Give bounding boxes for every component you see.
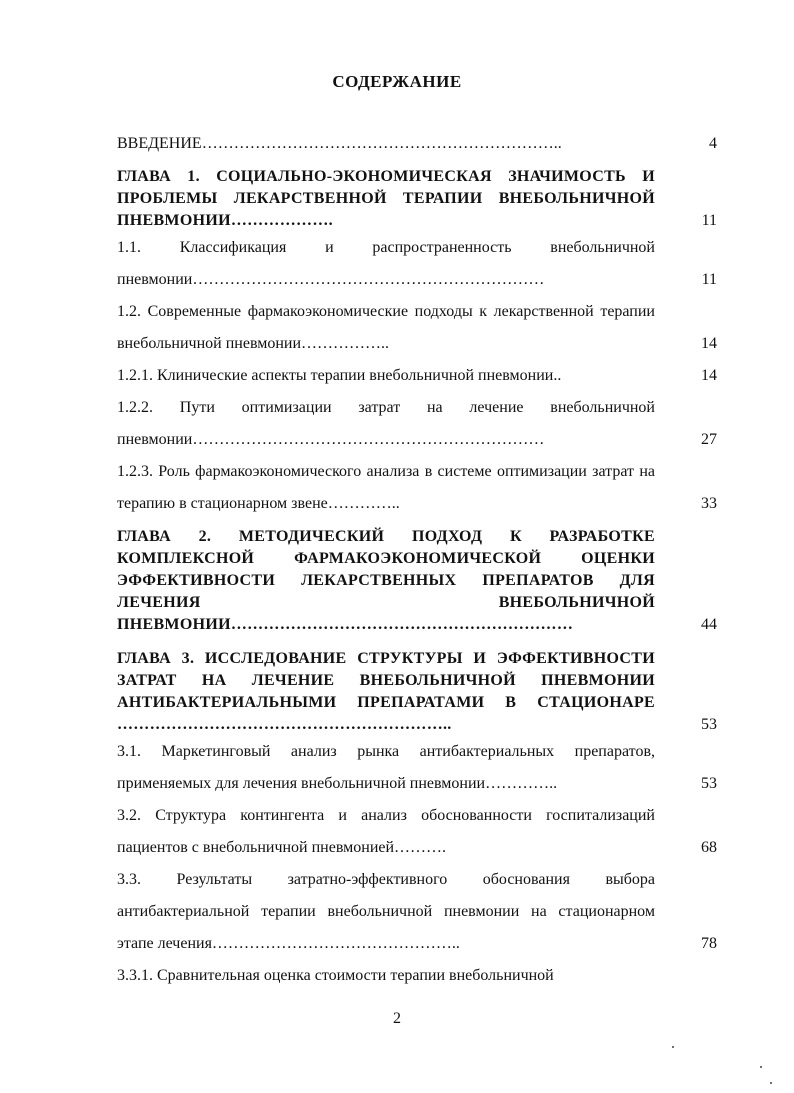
toc-entry-text: ГЛАВА 1. СОЦИАЛЬНО-ЭКОНОМИЧЕСКАЯ ЗНАЧИМОСТЬ И ПРОБЛЕМЫ ЛЕКАРСТВЕННОЙ ТЕРАПИИ ВНЕБОЛЬНИЧНОЙ ПНЕВМОНИИ………………. bbox=[117, 168, 655, 229]
toc-entry-text: 1.2.3. Роль фармакоэкономического анализа в системе оптимизации затрат на терапию в стационарном звене………….. bbox=[117, 463, 655, 512]
toc-entry-page: 33 bbox=[701, 495, 717, 512]
scan-speck bbox=[672, 1046, 674, 1048]
toc-entry-text: ГЛАВА 3. ИССЛЕДОВАНИЕ СТРУКТУРЫ И ЭФФЕКТИВНОСТИ ЗАТРАТ НА ЛЕЧЕНИЕ ВНЕБОЛЬНИЧНОЙ ПНЕВМОНИИ АНТИБАКТЕРИАЛЬНЫМИ ПРЕПАРАТАМИ В СТАЦИОНАРЕ …………………………………………………….. bbox=[117, 650, 655, 733]
toc-entry-3-1[interactable] bbox=[117, 736, 717, 800]
toc-entry-text: 3.3. Результаты затратно-эффективного обоснования выбора антибактериальной терапии внебольничной пневмонии на стационарном этапе лечения……………………………………….. bbox=[117, 871, 655, 952]
toc-entry-3-3[interactable] bbox=[117, 864, 717, 960]
toc-entry-page: 4 bbox=[709, 135, 717, 152]
toc-entry-text: 3.3.1. Сравнительная оценка стоимости терапии внебольничной bbox=[117, 967, 554, 984]
toc-entry-chapter-2[interactable] bbox=[117, 526, 717, 636]
toc-entry-page: 11 bbox=[701, 212, 717, 229]
page-number: 2 bbox=[393, 1010, 401, 1027]
table-of-contents bbox=[117, 128, 717, 992]
toc-entry-1-1[interactable] bbox=[117, 232, 717, 296]
toc-entry-introduction[interactable] bbox=[117, 128, 717, 160]
toc-entry-page: 44 bbox=[701, 616, 717, 633]
toc-entry-text: ВВЕДЕНИЕ………………………………………………………….. bbox=[117, 135, 562, 152]
toc-entry-3-3-1[interactable] bbox=[117, 960, 717, 992]
toc-entry-page: 53 bbox=[701, 775, 717, 792]
toc-entry-page: 27 bbox=[701, 431, 717, 448]
toc-entry-text: 1.2.1. Клинические аспекты терапии внебольничной пневмонии.. bbox=[117, 367, 562, 384]
toc-entry-page: 53 bbox=[701, 716, 717, 733]
toc-entry-3-2[interactable] bbox=[117, 800, 717, 864]
scan-speck bbox=[760, 1066, 762, 1068]
page-title: СОДЕРЖАНИЕ bbox=[332, 72, 462, 91]
toc-entry-1-2-2[interactable] bbox=[117, 392, 717, 456]
toc-entry-1-2[interactable] bbox=[117, 296, 717, 360]
toc-entry-1-2-1[interactable] bbox=[117, 360, 717, 392]
toc-entry-text: 3.1. Маркетинговый анализ рынка антибактериальных препаратов, применяемых для лечения внебольничной пневмонии………….. bbox=[117, 743, 655, 792]
toc-entry-page: 14 bbox=[701, 335, 717, 352]
toc-entry-text: 3.2. Структура контингента и анализ обоснованности госпитализаций пациентов с внебольничной пневмонией………. bbox=[117, 807, 655, 856]
toc-entry-page: 11 bbox=[701, 271, 717, 288]
toc-entry-1-2-3[interactable] bbox=[117, 456, 717, 520]
toc-entry-page: 14 bbox=[701, 367, 717, 384]
toc-entry-text: 1.2. Современные фармакоэкономические подходы к лекарственной терапии внебольничной пневмонии…………….. bbox=[117, 303, 655, 352]
toc-entry-text: ГЛАВА 2. МЕТОДИЧЕСКИЙ ПОДХОД К РАЗРАБОТКЕ КОМПЛЕКСНОЙ ФАРМАКОЭКОНОМИЧЕСКОЙ ОЦЕНКИ ЭФФЕКТИВНОСТИ ЛЕКАРСТВЕННЫХ ПРЕПАРАТОВ ДЛЯ ЛЕЧЕНИЯ ВНЕБОЛЬНИЧНОЙ ПНЕВМОНИИ……………………………………………………… bbox=[117, 528, 655, 633]
toc-entry-chapter-3[interactable] bbox=[117, 648, 717, 736]
toc-entry-text: 1.1. Классификация и распространенность внебольничной пневмонии………………………………………………………… bbox=[117, 239, 655, 288]
toc-entry-page: 78 bbox=[701, 935, 717, 952]
toc-entry-chapter-1[interactable] bbox=[117, 166, 717, 232]
scan-speck bbox=[770, 1082, 772, 1084]
toc-entry-text: 1.2.2. Пути оптимизации затрат на лечение внебольничной пневмонии………………………………………………………… bbox=[117, 399, 655, 448]
toc-entry-page: 68 bbox=[701, 839, 717, 856]
